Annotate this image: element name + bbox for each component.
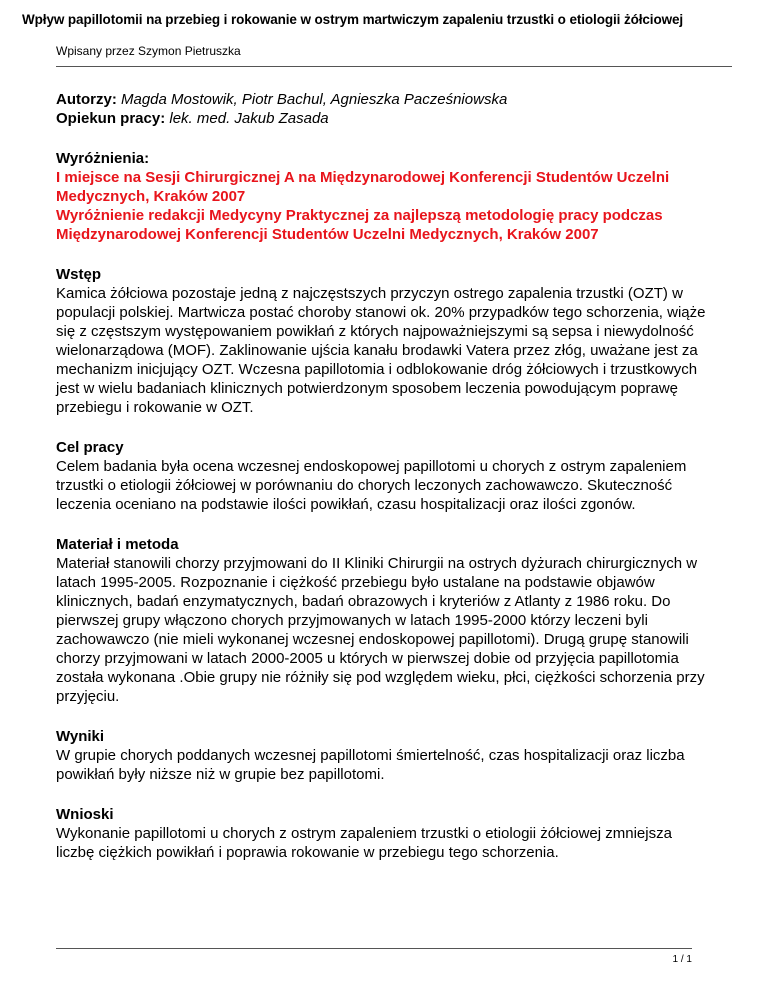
section-methods — [56, 535, 712, 706]
section-results — [56, 727, 712, 784]
supervisor-value: lek. med. Jakub Zasada — [169, 110, 329, 127]
authors-block — [56, 90, 712, 128]
section-body: Materiał stanowili chorzy przyjmowani do II Kliniki Chirurgii na ostrych dyżurach chirurgicznych w latach 1995-2005. Rozpoznanie i ciężkość przebiegu było ustalane na podstawie objawów klinicznych, badań enzymatycznych, badań obrazowych i kryteriów z Atlanty z 1986 roku. Do pierwszej grupy włączono chorych przyjmowanych w latach 1995-2000 którzy leczeni byli zachowawczo (nie mieli wykonanej wczesnej endoskopowej papillotomi). Drugą grupę stanowili chorzy przyjmowani w latach 2000-2005 u których w pierwszej dobie od przyjęcia papillotomia została wykonana .Obie grupy nie różniły się pod względem wieku, płci, ciężkości schorzenia przy przyjęciu. — [56, 555, 705, 705]
section-heading: Wstęp — [56, 266, 101, 283]
article-title: Wpływ papillotomii na przebieg i rokowanie w ostrym martwiczym zapaleniu trzustki o etiologii żółciowej — [22, 12, 684, 27]
section-heading: Wyniki — [56, 728, 105, 745]
section-introduction — [56, 265, 712, 417]
awards-heading: Wyróżnienia: — [56, 150, 150, 167]
section-body: Kamica żółciowa pozostaje jedną z najczęstszych przyczyn ostrego zapalenia trzustki (OZT) w populacji polskiej. Martwicza postać choroby stanowi ok. 20% przypadków tego schorzenia, wiąże się z częstszym występowaniem powikłań z których najpoważniejszymi są sepsa i niewydolność wielonarządowa (MOF). Zaklinowanie ujścia kanału brodawki Vatera przez złóg, uważane jest za mechanizm inicjujący OZT. Wczesna papillotomia i odblokowanie dróg żółciowych i trzustkowych jest w wielu badaniach klinicznych potwierdzonym sposobem leczenia powodującym poprawę przebiegu i rokowanie w OZT. — [56, 285, 706, 416]
section-heading: Materiał i metoda — [56, 536, 179, 553]
section-conclusions — [56, 805, 712, 862]
authors-label: Autorzy: — [56, 91, 117, 108]
page-number: 1 / 1 — [672, 954, 692, 965]
section-body: Celem badania była ocena wczesnej endoskopowej papillotomi u chorych z ostrym zapaleniem trzustki o etiologii żółciowej w porównaniu do chorych leczonych zachowawczo. Skuteczność leczenia oceniano na podstawie ilości powikłań, czasu hospitalizacji oraz ilości zgonów. — [56, 458, 687, 513]
article-author-line: Wpisany przez Szymon Pietruszka — [56, 44, 241, 58]
authors-value: Magda Mostowik, Piotr Bachul, Agnieszka Pacześniowska — [121, 91, 508, 108]
supervisor-line — [56, 109, 712, 128]
article-body — [56, 90, 712, 862]
authors-line — [56, 90, 712, 109]
header-divider — [56, 66, 732, 67]
footer-divider — [56, 948, 692, 949]
section-heading: Wnioski — [56, 806, 114, 823]
awards-section — [56, 149, 712, 244]
award-item: Wyróżnienie redakcji Medycyny Praktycznej za najlepszą metodologię pracy podczas Międzynarodowej Konferencji Studentów Uczelni Medycznych, Kraków 2007 — [56, 207, 663, 243]
award-item: I miejsce na Sesji Chirurgicznej A na Międzynarodowej Konferencji Studentów Uczelni Medycznych, Kraków 2007 — [56, 169, 670, 205]
section-body: Wykonanie papillotomi u chorych z ostrym zapaleniem trzustki o etiologii żółciowej zmniejsza liczbę ciężkich powikłań i poprawia rokowanie w przebiegu tego schorzenia. — [56, 825, 672, 861]
section-aim — [56, 438, 712, 514]
supervisor-label: Opiekun pracy: — [56, 110, 166, 127]
section-body: W grupie chorych poddanych wczesnej papillotomi śmiertelność, czas hospitalizacji oraz liczba powikłań były niższe niż w grupie bez papillotomi. — [56, 747, 685, 783]
page-footer — [56, 948, 692, 965]
section-heading: Cel pracy — [56, 439, 124, 456]
